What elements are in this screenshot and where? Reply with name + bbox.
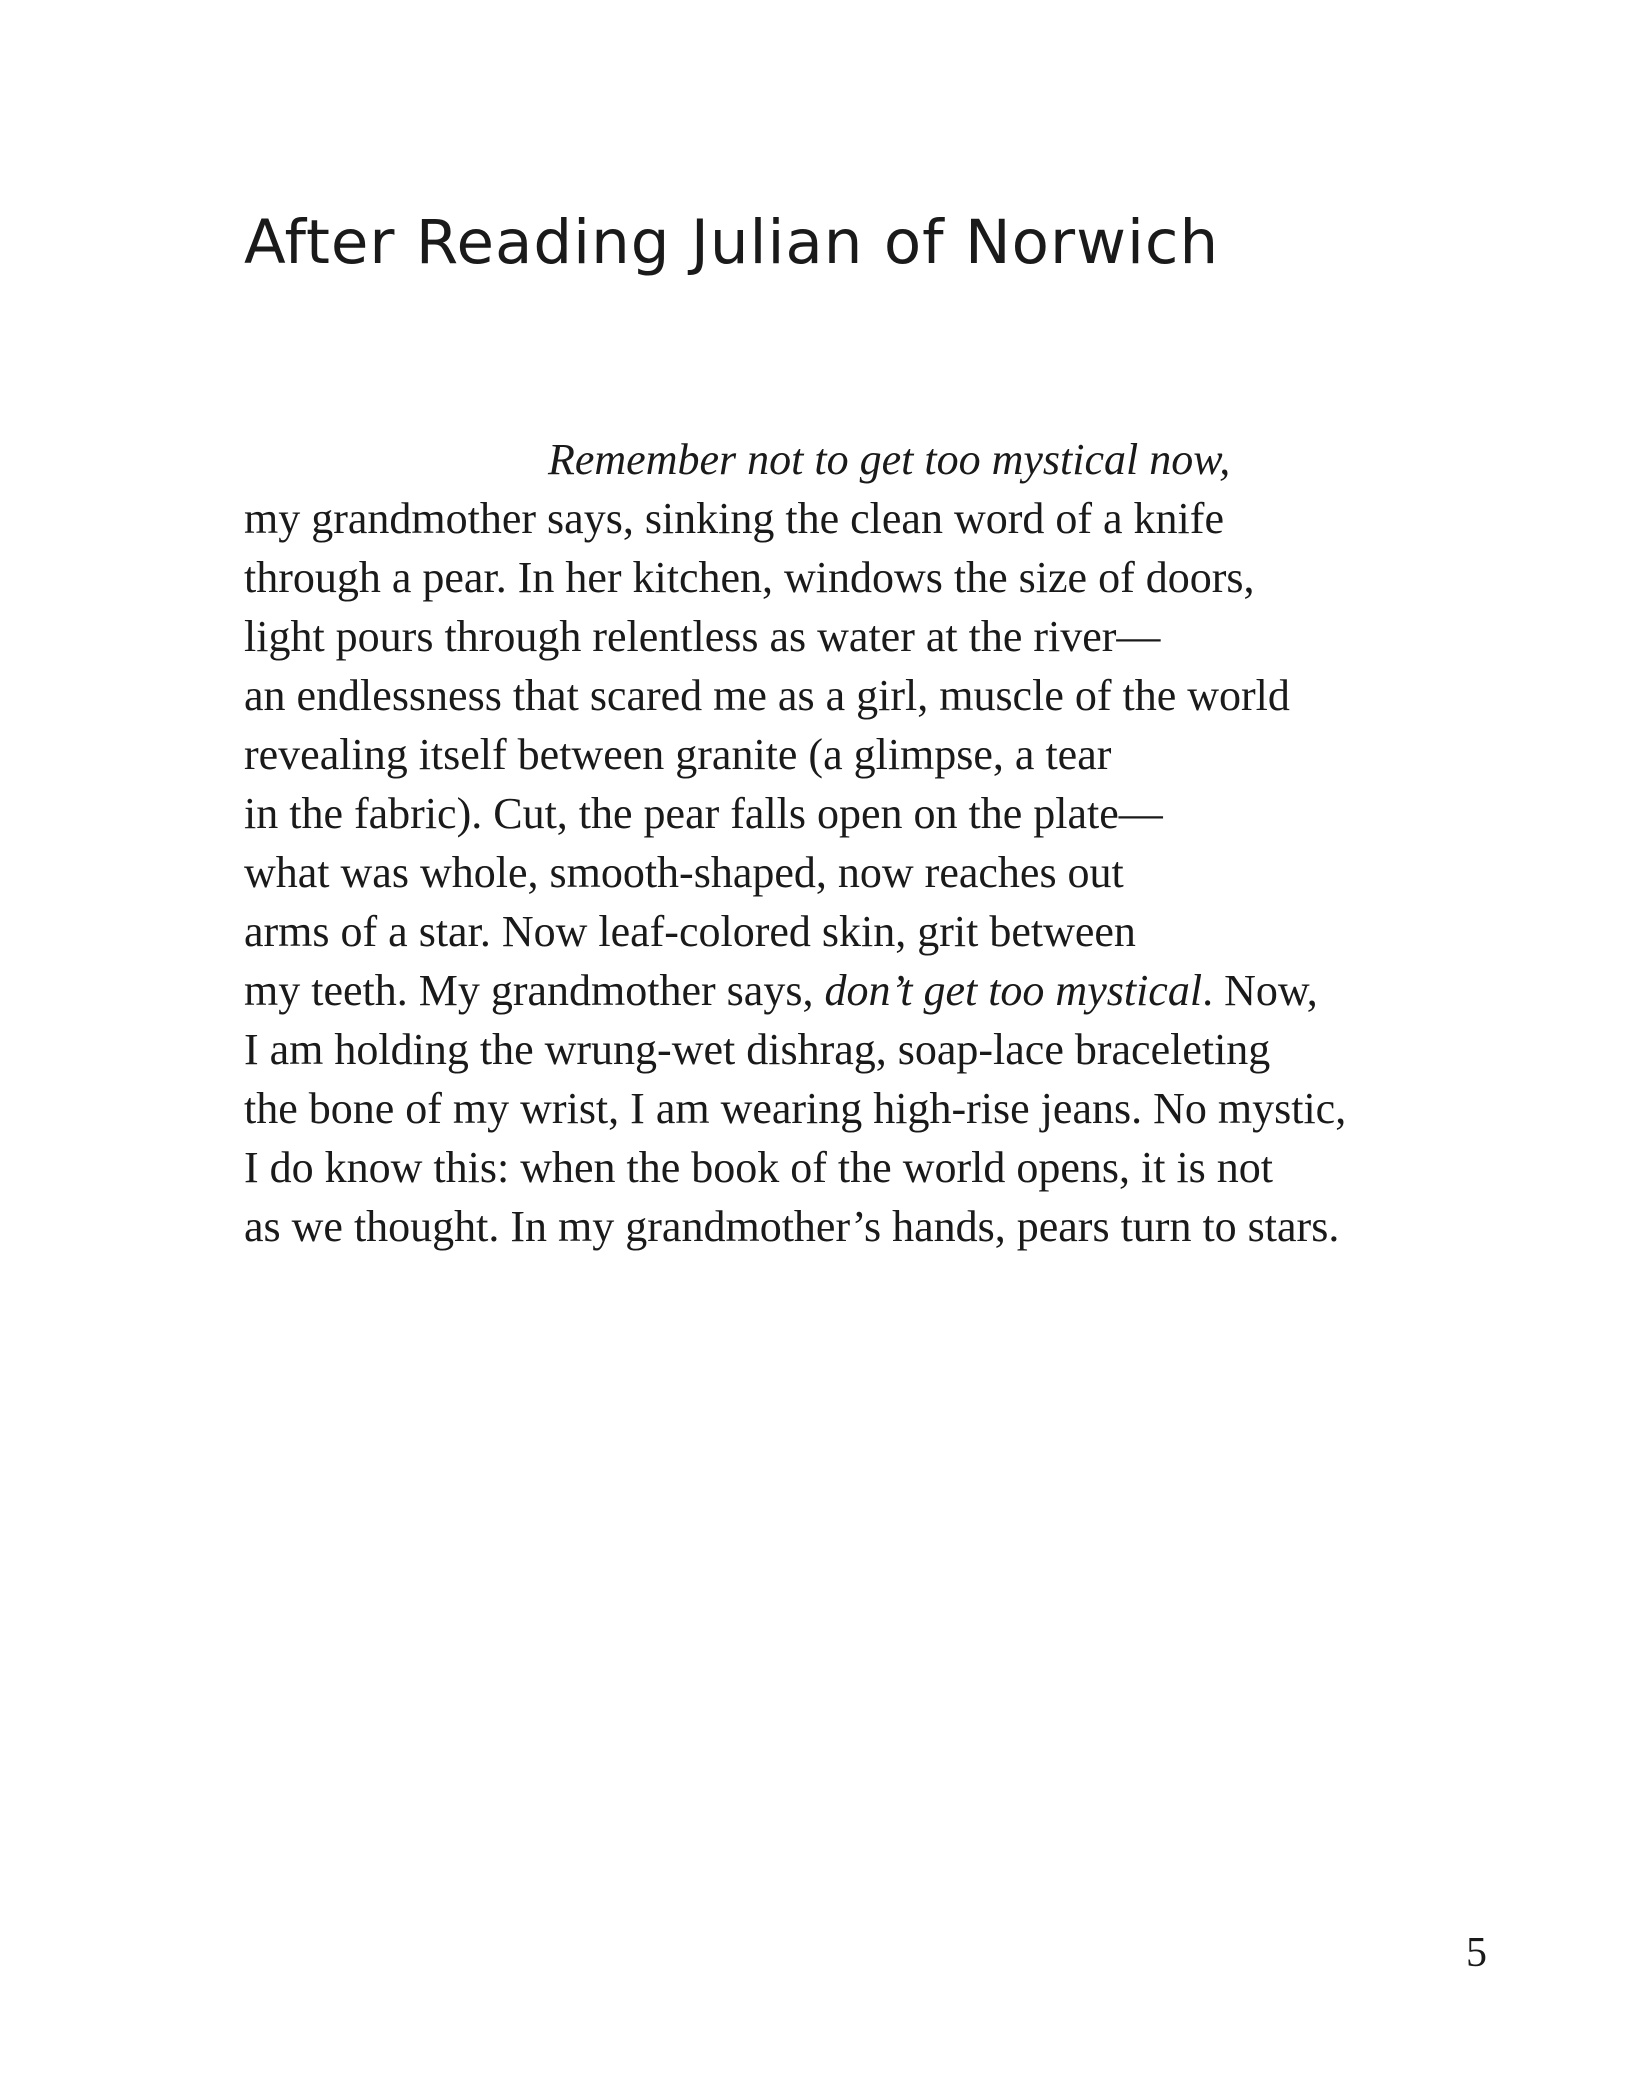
poem-line: in the fabric). Cut, the pear falls open on the plate—: [244, 789, 1163, 838]
poem-line: my grandmother says, sinking the clean word of a knife: [244, 494, 1224, 543]
poem-line: light pours through relentless as water at the river—: [244, 612, 1161, 661]
poem-line: I am holding the wrung-wet dishrag, soap-lace braceleting: [244, 1025, 1271, 1074]
poem-line: I do know this: when the book of the world opens, it is not: [244, 1143, 1274, 1192]
page-number: 5: [1466, 1930, 1487, 1976]
poem-line-segment: my teeth. My grandmother says,: [244, 966, 825, 1015]
poem-body: [244, 430, 1346, 1256]
poem-line: as we thought. In my grandmother’s hands, pears turn to stars.: [244, 1202, 1340, 1251]
poem-title: After Reading Julian of Norwich: [244, 207, 1220, 278]
poem-line: revealing itself between granite (a glimpse, a tear: [244, 730, 1112, 779]
poem-line: an endlessness that scared me as a girl, muscle of the world: [244, 671, 1290, 720]
poem-line-segment: . Now,: [1202, 966, 1318, 1015]
poem-line-mixed: [244, 961, 1346, 1020]
poem-line-italic-quote: don’t get too mystical: [824, 966, 1203, 1015]
poem-epigraph-line: Remember not to get too mystical now,: [548, 435, 1231, 484]
poem-line: the bone of my wrist, I am wearing high-rise jeans. No mystic,: [244, 1084, 1347, 1133]
poem-line: what was whole, smooth-shaped, now reaches out: [244, 848, 1124, 897]
poem-line: arms of a star. Now leaf-colored skin, grit between: [244, 907, 1136, 956]
poem-line: through a pear. In her kitchen, windows the size of doors,: [244, 553, 1255, 602]
